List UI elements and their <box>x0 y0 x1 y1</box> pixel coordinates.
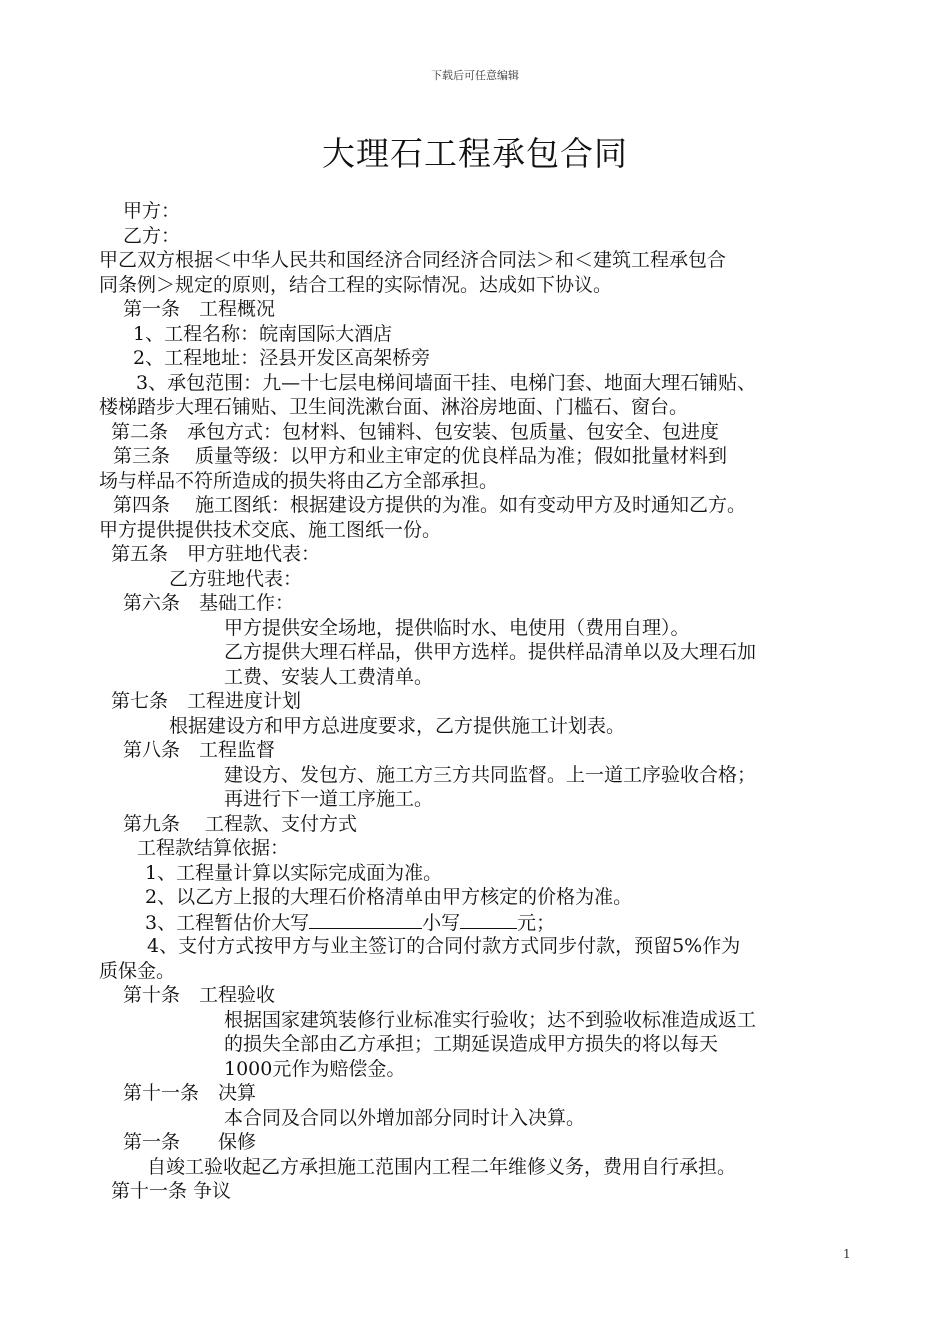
article-2-line: 第二条 承包方式：包材料、包铺料、包安装、包质量、包安全、包进度 <box>111 420 720 443</box>
article-5-line: 乙方驻地代表： <box>169 567 303 590</box>
article-10-heading: 第十条 工程验收 <box>123 984 276 1006</box>
contract-body <box>99 199 859 1204</box>
clause-line: 2、以乙方上报的大理石价格清单由甲方核定的价格为准。 <box>145 886 633 908</box>
clause-line: 建设方、发包方、施工方三方共同监督。上一道工序验收合格； <box>224 763 757 786</box>
party-a-line: 甲方： <box>123 200 181 222</box>
article-6-heading: 第六条 基础工作： <box>123 592 295 614</box>
clause-line: 再进行下一道工序施工。 <box>224 788 434 810</box>
article-3-line: 第三条 质量等级：以甲方和业主审定的优良样品为准；假如批量材料到 <box>113 445 728 467</box>
clause-line: 本合同及合同以外增加部分同时计入决算。 <box>224 1106 586 1129</box>
article-1-heading: 第一条 工程概况 <box>123 298 276 320</box>
article-7-heading: 第七条 工程进度计划 <box>111 690 302 712</box>
clause-line: 质保金。 <box>99 959 176 982</box>
dispute-heading: 第十一条 争议 <box>111 1180 232 1202</box>
estimate-price-line <box>99 910 859 935</box>
article-3-line: 场与样品不符所造成的损失将由乙方全部承担。 <box>99 469 499 492</box>
clause-line: 根据国家建筑装修行业标准实行验收；达不到验收标准造成返工 <box>224 1008 757 1031</box>
clause-line: 根据建设方和甲方总进度要求，乙方提供施工计划表。 <box>169 714 626 737</box>
clause-line: 乙方提供大理石样品，供甲方选样。提供样品清单以及大理石加 <box>224 641 757 663</box>
article-4-line: 甲方提供提供技术交底、施工图纸一份。 <box>99 518 442 541</box>
estimate-label: 3、工程暂估价大写 <box>145 911 310 934</box>
party-b-line: 乙方： <box>123 224 181 247</box>
clause-line: 1、工程量计算以实际完成面为准。 <box>145 861 443 884</box>
estimate-mid: 小写 <box>422 911 461 934</box>
clause-line: 4、支付方式按甲方与业主签订的合同付款方式同步付款，预留5%作为 <box>147 935 741 957</box>
preamble-line: 同条例＞规定的原则，结合工程的实际情况。达成如下协议。 <box>99 273 613 296</box>
amount-figure-blank <box>460 910 517 929</box>
clause-line: 楼梯踏步大理石铺贴、卫生间洗漱台面、淋浴房地面、门槛石、窗台。 <box>99 396 689 418</box>
clause-line: 工费、安装人工费清单。 <box>224 665 434 688</box>
clause-line: 的损失全部由乙方承担；工期延误造成甲方损失的将以每天 <box>224 1033 719 1055</box>
page-header-note: 下载后可任意编辑 <box>431 69 519 82</box>
clause-line: 1、工程名称：皖南国际大酒店 <box>133 322 393 345</box>
article-9-heading: 第九条 工程款、支付方式 <box>123 812 358 835</box>
article-11-heading: 第十一条 决算 <box>123 1082 257 1104</box>
document-title: 大理石工程承包合同 <box>322 134 628 173</box>
clause-line: 3、承包范围：九—十七层电梯间墙面干挂、电梯门套、地面大理石铺贴、 <box>136 371 757 394</box>
clause-line: 甲方提供安全场地，提供临时水、电使用（费用自理）。 <box>224 616 690 639</box>
article-4-line: 第四条 施工图纸：根据建设方提供的为准。如有变动甲方及时通知乙方。 <box>113 494 747 516</box>
article-5-line: 第五条 甲方驻地代表： <box>111 543 321 565</box>
clause-line: 工程款结算依据： <box>137 837 290 859</box>
page-number: 1 <box>843 1247 851 1261</box>
preamble-line: 甲乙双方根据＜中华人民共和国经济合同经济合同法＞和＜建筑工程承包合 <box>99 249 727 271</box>
clause-line: 1000元作为赔偿金。 <box>224 1057 406 1080</box>
clause-line: 自竣工验收起乙方承担施工范围内工程二年维修义务，费用自行承担。 <box>147 1155 737 1178</box>
estimate-end: 元； <box>517 911 556 934</box>
clause-line: 2、工程地址：泾县开发区高架桥旁 <box>133 347 431 369</box>
warranty-heading: 第一条 保修 <box>123 1131 257 1153</box>
article-8-heading: 第八条 工程监督 <box>123 739 276 761</box>
amount-words-blank <box>309 910 422 929</box>
